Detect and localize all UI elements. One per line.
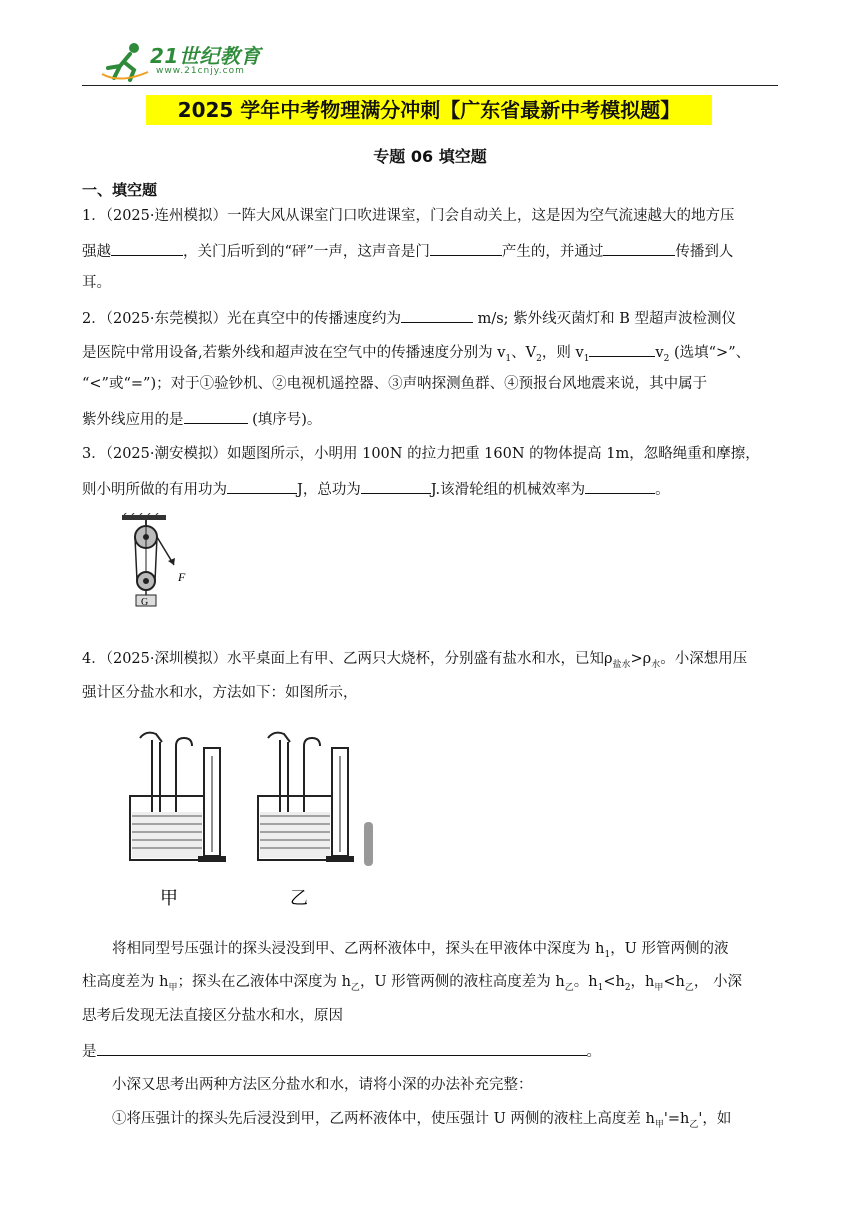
- label-jia: 甲: [160, 888, 178, 909]
- section-heading: 一、填空题: [82, 181, 158, 199]
- header-rule: [82, 85, 778, 86]
- answer-blank[interactable]: [401, 306, 473, 323]
- answer-blank[interactable]: [585, 477, 655, 494]
- page-title: 2025 学年中考物理满分冲刺【广东省最新中考模拟题】: [177, 98, 681, 122]
- beaker-right: [258, 733, 354, 862]
- q4-line1: 4．（2025·深圳模拟）水平桌面上有甲、乙两只大烧杯，分别盛有盐水和水，已知$\rho_{盐水}>\rho_水$。小深想用压: [82, 651, 748, 670]
- q1-line1: 1．（2025·连州模拟）一阵大风从课室门口吹进课室，门会自动关上，这是因为空气流速越大的地方压: [82, 208, 735, 224]
- q4-para4: 是 。: [82, 1039, 601, 1063]
- subtitle: 专题 06 填空题: [373, 147, 487, 166]
- q4-line2: 强计区分盐水和水，方法如下：如图所示，: [82, 685, 358, 701]
- answer-blank[interactable]: [361, 477, 431, 494]
- answer-blank[interactable]: [589, 340, 655, 357]
- runner-logo-icon: [100, 40, 150, 84]
- answer-blank[interactable]: [111, 239, 183, 256]
- answer-blank[interactable]: [430, 239, 502, 256]
- answer-blank[interactable]: [97, 1039, 587, 1056]
- q2-line2: 是医院中常用设备,若紫外线和超声波在空气中的传播速度分别为 $v_1$、$V_2$，则 $v_1$ $v_2$ (选填“>”、: [82, 340, 750, 370]
- answer-blank[interactable]: [184, 407, 248, 424]
- q3-line1: 3．（2025·潮安模拟）如题图所示，小明用 100N 的拉力把重 160N 的物体提高 1m，忽略绳重和摩擦，: [82, 446, 760, 462]
- q4-para6: ①将压强计的探头先后浸没到甲，乙两杯液体中，使压强计 U 两侧的液柱上高度差 $h_甲'=h_乙'$，如: [112, 1111, 732, 1130]
- q3-line2: 则小明所做的有用功为 J，总功为 J.该滑轮组的机械效率为 。: [82, 477, 670, 501]
- beaker-left: [130, 733, 226, 862]
- logo-text: 21世纪教育: [150, 44, 261, 68]
- q4-para3: 思考后发现无法直接区分盐水和水，原因: [82, 1008, 343, 1024]
- q1-line2: 强越 ，关门后听到的“砰”一声，这声音是门 产生的，并通过 传播到人: [82, 239, 733, 263]
- q1-line3: 耳。: [82, 275, 111, 291]
- logo: [100, 40, 270, 84]
- weight-label: G: [141, 597, 149, 607]
- q4-para1: 将相同型号压强计的探头浸没到甲、乙两杯液体中，探头在甲液体中深度为 $h_1$，U 形管两侧的液: [112, 941, 729, 960]
- q2-line3: “<”或“=”)；对于①验钞机、②电视机遥控器、③声呐探测鱼群、④预报台风地震来说，其中属于: [82, 376, 708, 392]
- scrollbar-thumb[interactable]: [364, 822, 373, 866]
- q4-para5: 小深又思考出两种方法区分盐水和水，请将小深的办法补充完整：: [112, 1077, 533, 1093]
- q4-para2: 柱高度差为 $h_甲$；探头在乙液体中深度为 $h_乙$，U 形管两侧的液柱高度差为 $h_乙$。$h_1<h_2$，$h_甲<h_乙$， 小深: [82, 974, 743, 993]
- q2-line4: 紫外线应用的是 (填序号)。: [82, 407, 321, 431]
- force-label: F: [178, 570, 186, 584]
- logo-url: www.21cnjy.com: [156, 66, 245, 76]
- q2-line1: 2．（2025·东莞模拟）光在真空中的传播速度约为 m/s; 紫外线灭菌灯和 B 型超声波检测仪: [82, 306, 736, 330]
- title-banner: [146, 95, 712, 125]
- pressure-gauge-figure: [112, 716, 376, 922]
- answer-blank[interactable]: [603, 239, 675, 256]
- pulley-figure: [118, 513, 198, 607]
- answer-blank[interactable]: [227, 477, 297, 494]
- label-yi: 乙: [290, 888, 308, 909]
